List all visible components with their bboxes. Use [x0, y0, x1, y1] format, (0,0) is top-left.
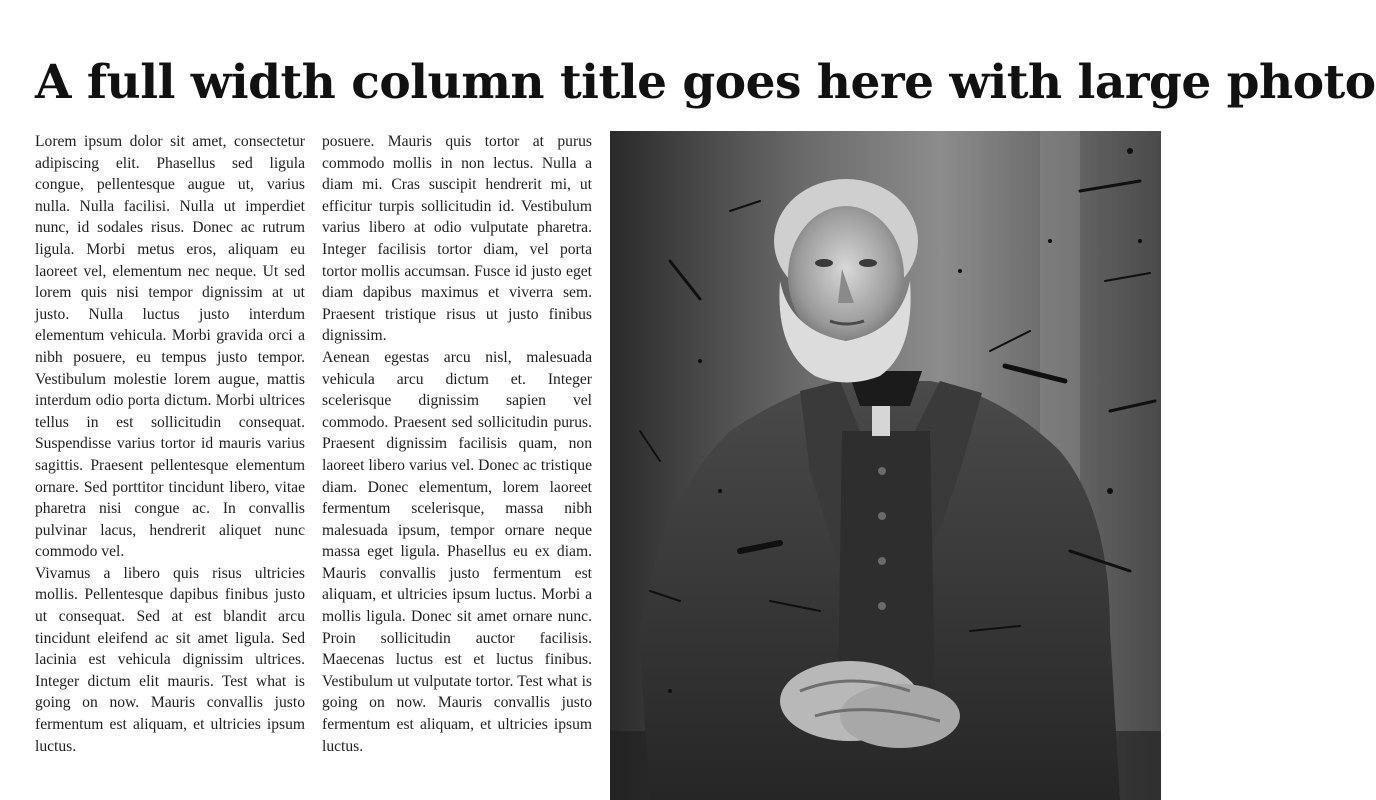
paragraph: Vivamus a libero quis risus ultricies mollis. Pellentesque dapibus finibus justo ut consequat. Sed at est blandit arcu tincidunt eleifend ac sit amet ligula. Sed lacinia est vehicula dignissim ultrices. Integer dictum elit mauris. Test what is going on now. Mauris convallis justo fermentum est aliquam, et ultricies ipsum luctus.	[35, 564, 305, 755]
text-column-1	[35, 131, 305, 800]
paragraph: Aenean egestas arcu nisl, malesuada vehicula arcu dictum et. Integer scelerisque dignissim sapien vel commodo. Praesent sed sollicitudin purus. Praesent dignissim facilisis quam, non laoreet libero varius vel. Donec ac tristique diam. Donec elementum, lorem laoreet fermentum scelerisque, massa nibh malesuada ipsum, tempor ornare neque massa eget ligula. Phasellus eu ex diam. Mauris convallis justo fermentum est aliquam, et ultricies ipsum luctus. Morbi a mollis ligula. Donec sit amet ornare nunc. Proin sollicitudin auctor facilisis. Maecenas luctus est et luctus finibus. Vestibulum ut vulputate tortor. Test what is going on now. Mauris convallis justo fermentum est aliquam, et ultricies ipsum luctus.	[322, 348, 592, 755]
article-headline: A full width column title goes here with large photo	[35, 55, 1376, 110]
paragraph: Lorem ipsum dolor sit amet, consectetur adipiscing elit. Phasellus sed ligula congue, pellentesque augue ut, varius nulla. Nulla facilisi. Nulla ut imperdiet nunc, id sodales risus. Donec ac rutrum ligula. Morbi metus eros, aliquam eu laoreet vel, elementum nec neque. Ut sed lorem quis nisi tempor dignissim at ut justo. Nulla luctus justo interdum elementum vehicula. Morbi gravida orci a nibh posuere, eu tempus justo tempor. Vestibulum molestie lorem augue, mattis interdum odio porta dictum. Morbi ultrices tellus in est sollicitudin consequat. Suspendisse varius tortor id mauris varius sagittis. Praesent pellentesque elementum ornare. Sed porttitor tincidunt libero, vitae pharetra nisi congue ac. In convallis pulvinar lacus, hendrerit aliquet nunc commodo vel.	[35, 133, 305, 561]
portrait-photo-illustration	[610, 131, 1161, 800]
text-column-2	[322, 131, 592, 800]
portrait-photo	[610, 131, 1161, 800]
paragraph: posuere. Mauris quis tortor at purus commodo mollis in non lectus. Nulla a diam mi. Cras suscipit hendrerit mi, ut efficitur turpis sollicitudin id. Vestibulum varius libero at odio vulputate pharetra. Integer facilisis tortor diam, vel porta tortor mollis accumsan. Fusce id justo eget diam dapibus maximus et viverra sem. Praesent tristique risus ut justo finibus dignissim.	[322, 133, 592, 345]
